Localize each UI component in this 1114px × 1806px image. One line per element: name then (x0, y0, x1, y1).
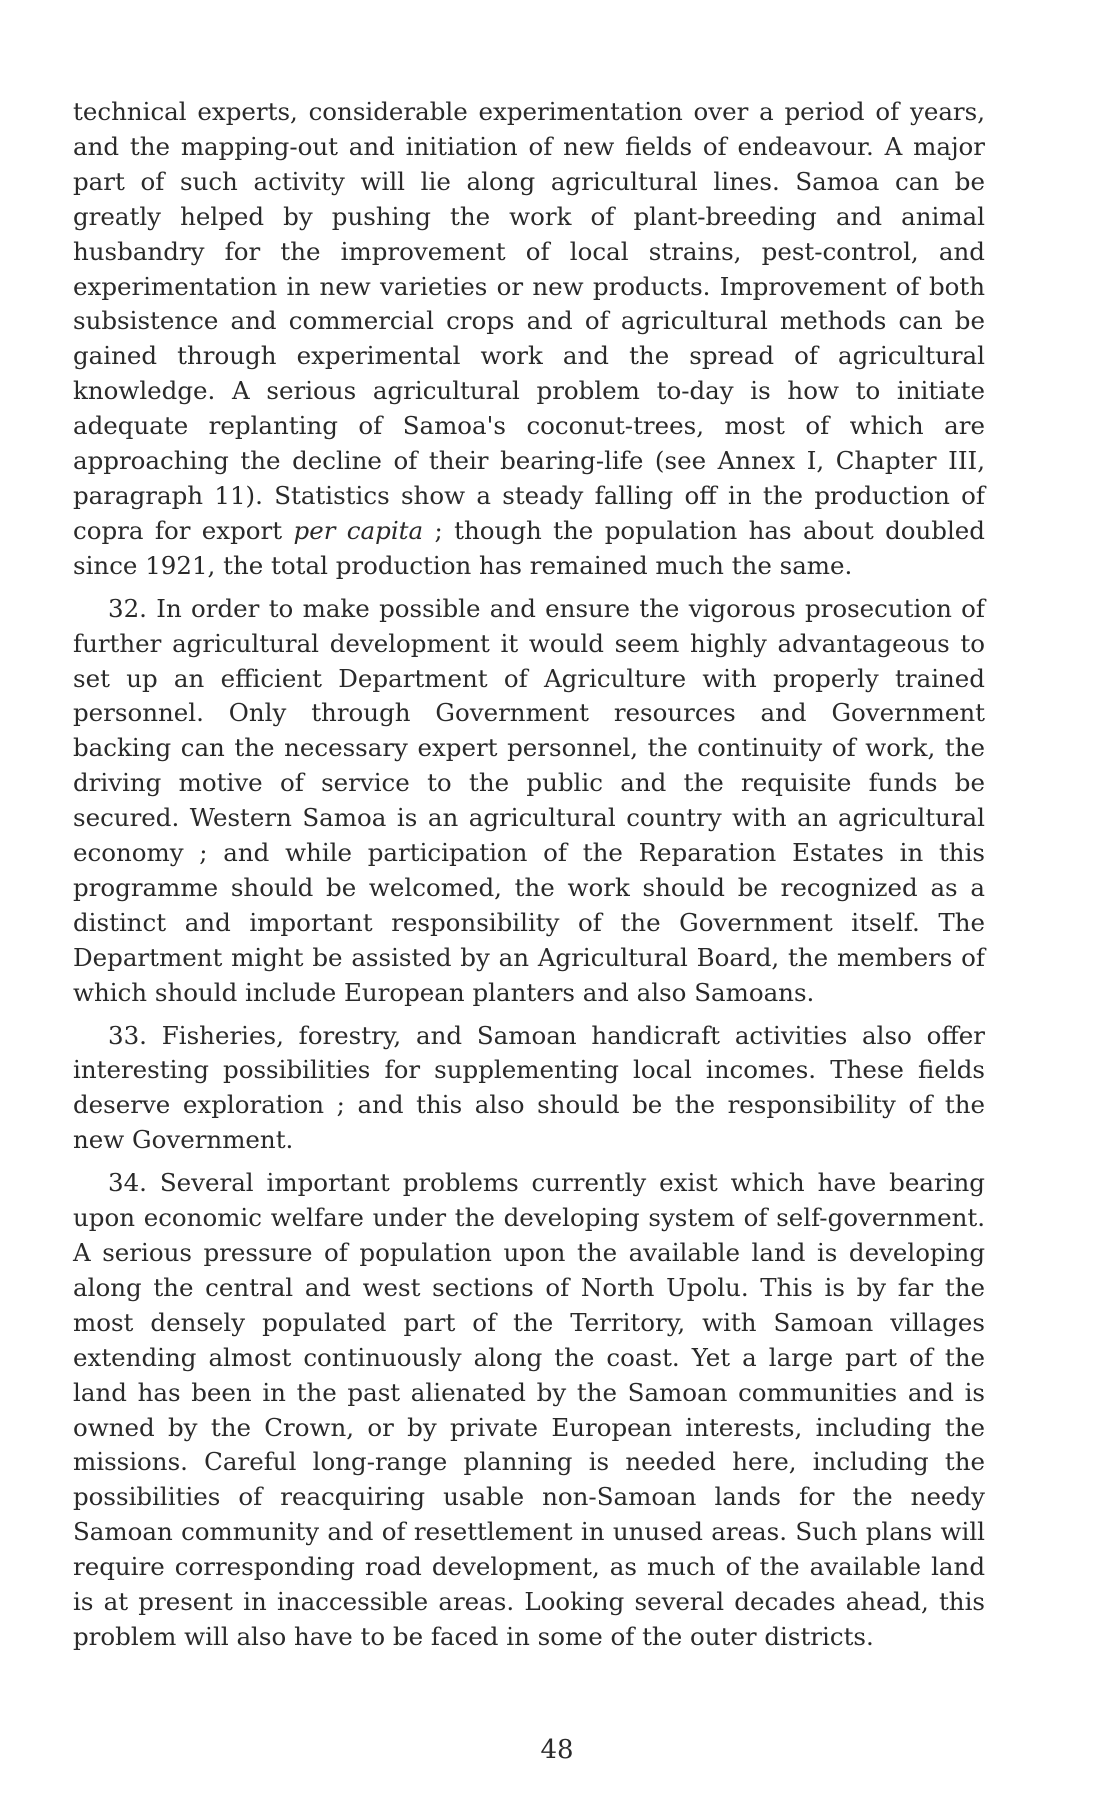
document-page (73, 95, 985, 1655)
paragraph-continuation (73, 95, 985, 584)
page-number: 48 (540, 1735, 574, 1765)
paragraph-text: Fisheries, forestry, and Samoan handicraft activities also offer interesting possibilities for supplementing local incomes. These fields deserve exploration ; and this also should be the responsibility of the new Government. (73, 1020, 985, 1155)
paragraph-32 (73, 592, 985, 1011)
paragraph-italic-phrase: per capita (293, 515, 424, 545)
paragraph-text: Several important problems currently exist which have bearing upon economic welfare under the developing system of self-government. A serious pressure of population upon the available land is developing along the central and west sections of North Upolu. This is by far the most densely populated part of the Territory, with Samoan villages extending almost continuously along the coast. Yet a large part of the land has been in the past alienated by the Samoan communities and is owned by the Crown, or by private European interests, including the missions. Careful long-range planning is needed here, including the possibilities of reacquiring usable non-Samoan lands for the needy Samoan community and of resettlement in unused areas. Such plans will require corresponding road development, as much of the available land is at present in inaccessible areas. Looking several decades ahead, this problem will also have to be faced in some of the outer districts. (73, 1168, 985, 1651)
paragraph-text: In order to make possible and ensure the vigorous prosecution of further agricultural development it would seem highly advantageous to set up an efficient Department of Agriculture with properly trained personnel. Only through Government resources and Government backing can the necessary expert personnel, the continuity of work, the driving motive of service to the public and the requisite funds be secured. Western Samoa is an agricultural country with an agricultural economy ; and while participation of the Reparation Estates in this programme should be welcomed, the work should be recognized as a distinct and important responsibility of the Government itself. The Department might be assisted by an Agricultural Board, the members of which should include European planters and also Samoans. (73, 593, 986, 1007)
paragraph-33 (73, 1019, 985, 1159)
paragraph-number: 34. (108, 1168, 147, 1198)
paragraph-text: technical experts, considerable experimentation over a period of years, and the mapping-out and initiation of new fields of endeavour. A major part of such activity will lie along agricultural lines. Samoa can be greatly helped by pushing the work of plant-breeding and animal husbandry for the improvement of local strains, pest-control, and experimentation in new varieties or new products. Improvement of both subsistence and commercial crops and of agricultural methods can be gained through experimental work and the spread of agricultural knowledge. A serious agricultural problem to-day is how to initiate adequate replanting of Samoa's coconut-trees, most of which are approaching the decline of their bearing-life (see Annex I, Chapter III, paragraph 11). Statistics show a steady falling off in the production of copra for export (73, 97, 985, 545)
paragraph-34 (73, 1166, 985, 1655)
paragraph-number: 32. (108, 593, 147, 623)
paragraph-text-after: ; though the population has about doubled since 1921, the total production has remained much the same. (73, 515, 985, 580)
paragraph-number: 33. (108, 1020, 147, 1050)
